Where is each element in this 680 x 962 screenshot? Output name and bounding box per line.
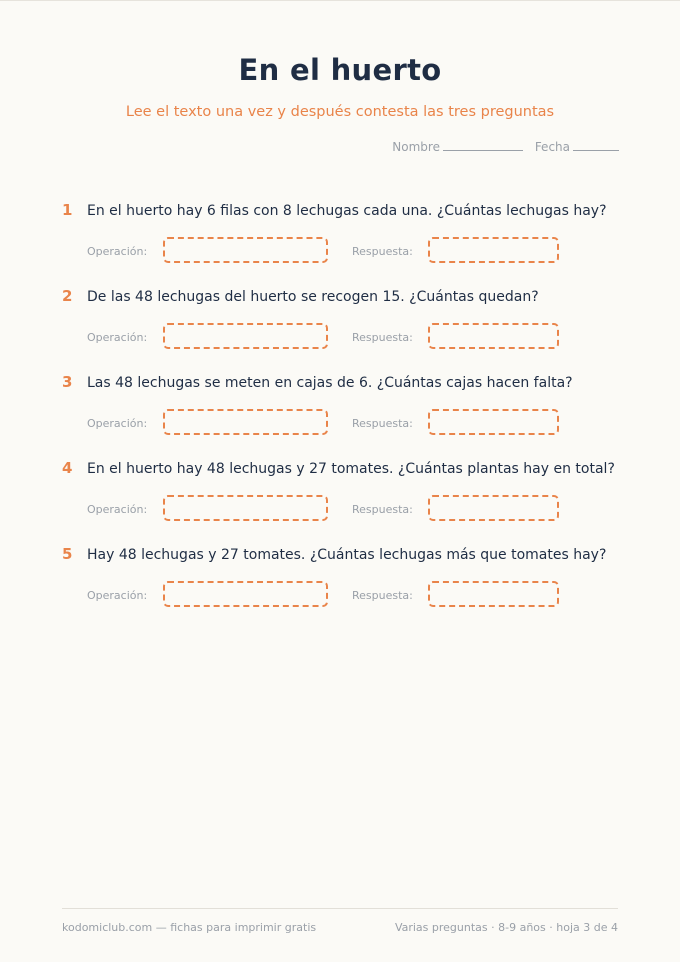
operation-box[interactable] bbox=[163, 237, 328, 263]
question-number: 4 bbox=[62, 459, 73, 477]
answer-label: Respuesta: bbox=[352, 331, 413, 344]
question-number: 3 bbox=[62, 373, 73, 391]
answer-label: Respuesta: bbox=[352, 245, 413, 258]
question-text: En el huerto hay 48 lechugas y 27 tomates. ¿Cuántas plantas hay en total? bbox=[87, 461, 615, 477]
answer-box[interactable] bbox=[428, 323, 559, 349]
date-line[interactable] bbox=[573, 149, 619, 151]
operation-box[interactable] bbox=[163, 409, 328, 435]
operation-label: Operación: bbox=[87, 503, 148, 516]
question-text: De las 48 lechugas del huerto se recogen 15. ¿Cuántas quedan? bbox=[87, 289, 539, 305]
operation-box[interactable] bbox=[163, 495, 328, 521]
question-text: Hay 48 lechugas y 27 tomates. ¿Cuántas lechugas más que tomates hay? bbox=[87, 547, 607, 563]
operation-label: Operación: bbox=[87, 589, 148, 602]
question-number: 1 bbox=[62, 201, 73, 219]
answer-box[interactable] bbox=[428, 495, 559, 521]
question-3 bbox=[62, 373, 622, 439]
question-number: 5 bbox=[62, 545, 73, 563]
operation-label: Operación: bbox=[87, 331, 148, 344]
question-text: Las 48 lechugas se meten en cajas de 6. ¿Cuántas cajas hacen falta? bbox=[87, 375, 573, 391]
footer-site-text: kodomiclub.com — fichas para imprimir gratis bbox=[62, 921, 317, 934]
answer-label: Respuesta: bbox=[352, 503, 413, 516]
question-number: 2 bbox=[62, 287, 73, 305]
operation-box[interactable] bbox=[163, 323, 328, 349]
name-label: Nombre bbox=[392, 140, 440, 154]
answer-box[interactable] bbox=[428, 237, 559, 263]
operation-box[interactable] bbox=[163, 581, 328, 607]
question-text: En el huerto hay 6 filas con 8 lechugas cada una. ¿Cuántas lechugas hay? bbox=[87, 203, 607, 219]
page-title: En el huerto bbox=[238, 53, 442, 87]
page-subtitle: Lee el texto una vez y después contesta las tres preguntas bbox=[125, 104, 555, 120]
question-2 bbox=[62, 287, 622, 353]
answer-box[interactable] bbox=[428, 581, 559, 607]
question-4 bbox=[62, 459, 622, 525]
answer-label: Respuesta: bbox=[352, 589, 413, 602]
answer-label: Respuesta: bbox=[352, 417, 413, 430]
name-date-fields bbox=[392, 140, 619, 154]
question-1 bbox=[62, 201, 622, 267]
answer-box[interactable] bbox=[428, 409, 559, 435]
footer-sheet-info: Varias preguntas · 8-9 años · hoja 3 de 4 bbox=[394, 921, 618, 934]
question-5 bbox=[62, 545, 622, 611]
date-label: Fecha bbox=[534, 140, 570, 154]
operation-label: Operación: bbox=[87, 417, 148, 430]
operation-label: Operación: bbox=[87, 245, 148, 258]
footer-divider bbox=[62, 908, 618, 909]
name-line[interactable] bbox=[443, 149, 523, 151]
